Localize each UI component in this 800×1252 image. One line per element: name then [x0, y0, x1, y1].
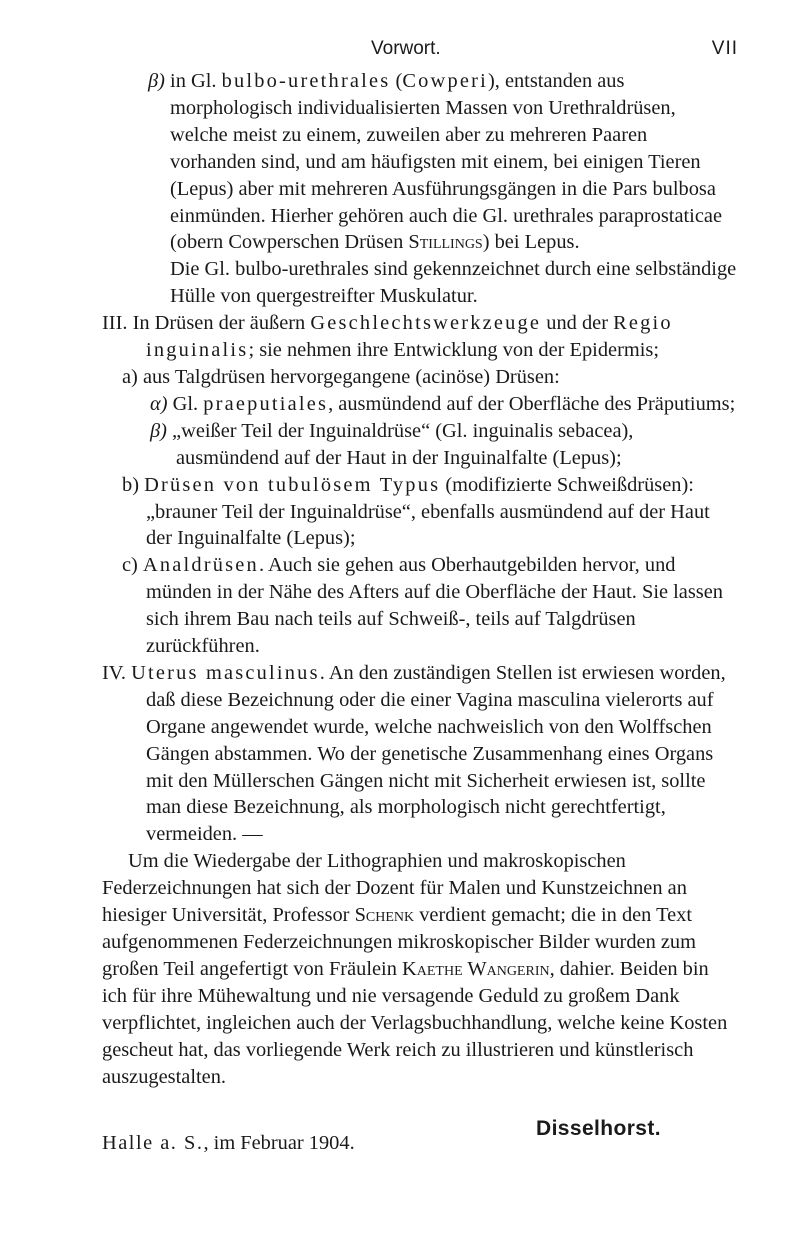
- term: Uterus masculinus: [131, 661, 320, 684]
- term: Regio inguinalis: [146, 312, 673, 362]
- date: , im Februar 1904.: [203, 1132, 355, 1155]
- text-run: . An den zuständigen Stellen ist erwiesen worden, daß diese Bezeichnung oder die einer Vagina masculina vielerorts auf Organe angewendet wurde, welche nachweislich von den Wolffschen Gängen abstammen. Wo der genetische Zusammenhang eines Organs mit den Müllerschen Gängen nicht mit Sicherheit erwiesen ist, sollte man diese Bezeichnung, als morphologisch nicht gerechtfertigt, vermeiden. —: [146, 661, 726, 846]
- item-label: c): [122, 554, 138, 577]
- author-signature: Disselhorst.: [536, 1117, 662, 1140]
- text-run: In Drüsen der äußern: [127, 312, 311, 335]
- term: Analdrüsen: [142, 554, 259, 577]
- place: Halle a. S.: [102, 1132, 204, 1155]
- text-run: (modifizierte Schweißdrüsen): „brauner Teil der Inguinaldrüse“, ebenfalls ausmündend auf der Haut der Inguinalfalte (Lepus);: [146, 473, 710, 550]
- person-name: Cowperi: [402, 70, 488, 92]
- item-c-text: [122, 552, 738, 660]
- running-head-title: Vorwort.: [371, 38, 441, 59]
- text-run: verdient gemacht; die in den Text aufgenommenen Federzeichnungen mikroskopischer Bilder wurden zum großen Teil angefertigt von Fräulein: [102, 904, 696, 980]
- item-label: β): [148, 70, 165, 92]
- item-alpha: [0, 391, 800, 418]
- section-iii: [0, 310, 800, 364]
- term: bulbo-urethrales: [221, 70, 391, 92]
- item-beta: [0, 418, 800, 472]
- person-name: Stillings: [408, 231, 483, 254]
- item-a: [0, 364, 800, 391]
- text-run: in Gl.: [164, 70, 222, 92]
- item-b-text: [122, 472, 738, 553]
- person-name: Kaethe Wangerin: [402, 957, 550, 980]
- text-run: und der: [541, 312, 614, 335]
- text-run: , ausmündend auf der Oberfläche des Präputiums;: [328, 392, 736, 415]
- text-run: Um die Wiedergabe der Lithographien und makroskopischen Federzeichnungen hat sich der Dozent für Malen und Kunstzeichnen an hiesiger Universität, Professor: [102, 850, 687, 927]
- running-head: [0, 38, 800, 68]
- item-a-text: [122, 364, 738, 391]
- text-run: „weißer Teil der Inguinaldrüse“ (Gl. inguinalis sebacea), ausmündend auf der Haut in der Inguinalfalte (Lepus);: [166, 419, 634, 469]
- item-b: [0, 472, 800, 553]
- closing-paragraph-text: [102, 848, 738, 1090]
- item-beta-text: [150, 418, 738, 472]
- text-run: (: [390, 70, 403, 92]
- section-iv: [0, 660, 800, 848]
- closing-paragraph: [0, 848, 800, 1090]
- date-line: [0, 1130, 800, 1157]
- item-label: β): [150, 419, 167, 442]
- section-iii-heading: [102, 310, 738, 364]
- text-run: aus Talgdrüsen hervorgegangene (acinöse) Drüsen:: [137, 365, 560, 388]
- term: Geschlechtswerkzeuge: [310, 312, 542, 335]
- section-iv-text: [102, 660, 738, 848]
- text-run: ; sie nehmen ihre Entwicklung von der Epidermis;: [248, 339, 659, 362]
- item-c: [0, 552, 800, 660]
- item-alpha-text: [150, 391, 738, 418]
- section-numeral: III.: [102, 312, 128, 335]
- person-name: Schenk: [354, 904, 415, 927]
- term: Drüsen von tubulösem Typus: [144, 473, 441, 496]
- text-run: ) bei Lepus.: [482, 231, 580, 254]
- item-label: α): [150, 392, 168, 415]
- page-number: VII: [711, 38, 738, 59]
- date-line-text: [102, 1130, 800, 1157]
- beta-paragraph-text: [148, 68, 738, 256]
- text-run: Gl.: [167, 392, 204, 415]
- item-label: b): [122, 473, 139, 496]
- text-run: , dahier. Beiden bin ich für ihre Mühewaltung und nie versagende Geduld zu großem Dank verpflichtet, ingleichen auch der Verlagsbuchhandlung, welche keine Kosten gescheut hat, das vorliegende Werk reich zu illustrieren und künstlerisch auszugestalten.: [102, 957, 728, 1088]
- text-run: ), entstanden aus morphologisch individualisierten Massen von Urethraldrüsen, welche meist zu einem, zuweilen aber zu mehreren Paaren vorhanden sind, und am häufigsten mit einem, bei einigen Tieren (Lepus) aber mit mehreren Ausführungsgängen in die Pars bulbosa einmünden. Hierher gehören auch die Gl. urethrales paraprostaticae (obern Cowperschen Drüsen: [170, 70, 723, 254]
- beta-paragraph: [0, 68, 800, 310]
- body-text: [0, 68, 800, 1157]
- term: praeputiales: [203, 392, 329, 415]
- beta-paragraph-text-2: Die Gl. bulbo-urethrales sind gekennzeichnet durch eine selbständige Hülle von quergestreifter Muskulatur.: [170, 258, 737, 308]
- section-numeral: IV.: [102, 661, 126, 684]
- item-label: a): [122, 365, 138, 388]
- text-run: . Auch sie gehen aus Oberhautgebilden hervor, und münden in der Nähe des Afters auf die Oberfläche der Haut. Sie lassen sich ihrem Bau nach teils auf Schweiß-, teils auf Talgdrüsen zurückführen.: [146, 554, 723, 658]
